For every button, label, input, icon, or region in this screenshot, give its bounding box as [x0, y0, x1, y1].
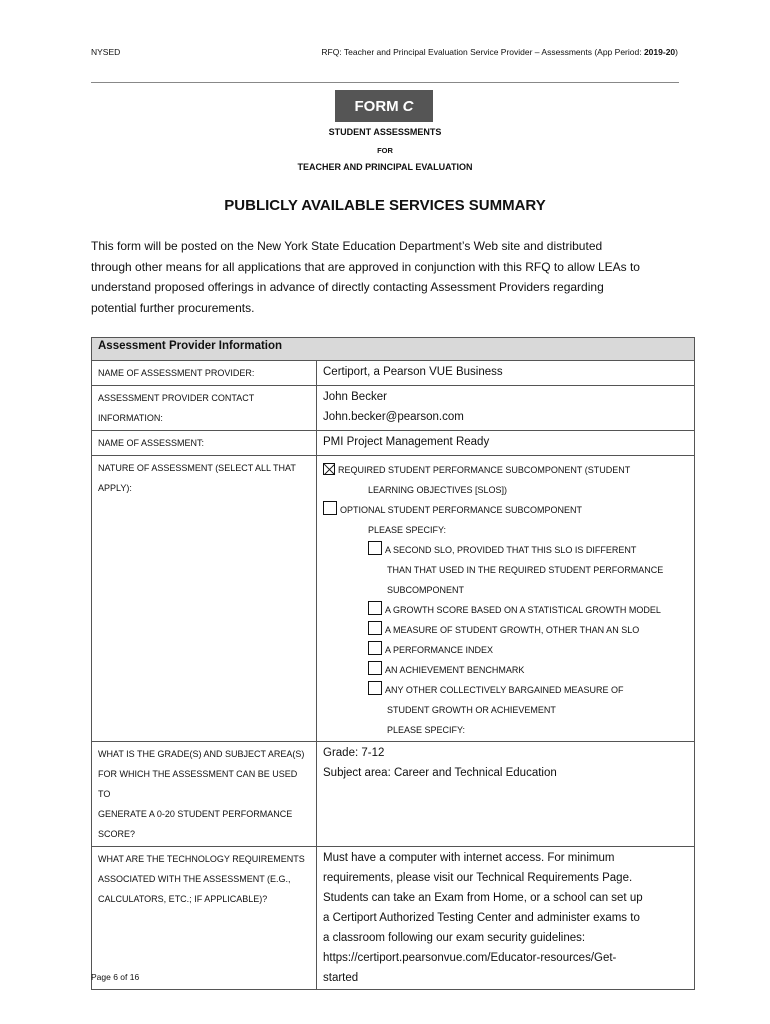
checkbox-performance-index[interactable]: [368, 641, 382, 655]
option-growth-measure: [323, 620, 688, 640]
table-row: [92, 431, 694, 456]
option-growth-score-text: A GROWTH SCORE BASED ON A STATISTICAL GROWTH MODEL: [385, 605, 661, 615]
contact-label-line: ASSESSMENT PROVIDER CONTACT: [98, 393, 255, 403]
please-specify-label-2: PLEASE SPECIFY:: [387, 725, 466, 735]
option-other-measure: [323, 680, 688, 700]
header-rfq-text: RFQ: Teacher and Principal Evaluation Service Provider – Assessments (App Period:: [321, 47, 644, 57]
table-row: [92, 386, 694, 431]
form-letter: C: [402, 97, 414, 115]
table-heading: Assessment Provider Information: [92, 338, 694, 361]
table-row: [92, 456, 694, 742]
tech-line: a Certiport Authorized Testing Center and administer exams to: [323, 912, 640, 924]
header-org: NYSED: [91, 47, 121, 57]
option-other-measure-cont: STUDENT GROWTH OR ACHIEVEMENT: [387, 705, 556, 715]
grade-label: [92, 742, 317, 846]
assessment-name-value: PMI Project Management Ready: [323, 436, 490, 448]
checkbox-growth-score[interactable]: [368, 601, 382, 615]
tech-label-line: CALCULATORS, ETC.; IF APPLICABLE)?: [98, 894, 268, 904]
checkbox-achievement-benchmark[interactable]: [368, 661, 382, 675]
tech-line: a classroom following our exam security guidelines:: [323, 932, 586, 944]
header-rfq: [321, 47, 678, 57]
intro-line: This form will be posted on the New York State Education Department’s Web site and distributed: [91, 239, 603, 253]
form-badge: [335, 90, 433, 122]
subtitle-for: FOR: [377, 146, 393, 155]
grade-label-line: WHAT IS THE GRADE(S) AND SUBJECT AREA(S): [98, 749, 305, 759]
grade-label-line: SCORE?: [98, 829, 136, 839]
option-growth-measure-text: A MEASURE OF STUDENT GROWTH, OTHER THAN AN SLO: [385, 625, 640, 635]
intro-line: through other means for all applications that are approved in conjunction with this RFQ to allow LEAs to: [91, 259, 640, 274]
grade-label-line: GENERATE A 0-20 STUDENT PERFORMANCE: [98, 809, 293, 819]
grade-label-line: FOR WHICH THE ASSESSMENT CAN BE USED TO: [98, 769, 298, 799]
tech-line: requirements, please visit our Technical Requirements Page.: [323, 872, 633, 884]
intro-line: understand proposed offerings in advance of directly contacting Assessment Providers regarding: [91, 280, 604, 294]
table-row: [92, 742, 694, 847]
option-second-slo-cont: THAN THAT USED IN THE REQUIRED STUDENT PERFORMANCE: [387, 565, 664, 575]
intro-line: potential further procurements.: [91, 300, 255, 315]
contact-email: John.becker@pearson.com: [323, 411, 464, 423]
option-performance-index-text: A PERFORMANCE INDEX: [385, 645, 494, 655]
option-achievement-benchmark-text: AN ACHIEVEMENT BENCHMARK: [385, 665, 525, 675]
checkbox-required-subcomponent[interactable]: [323, 463, 335, 475]
table-row: [92, 361, 694, 386]
checkbox-growth-measure[interactable]: [368, 621, 382, 635]
checkbox-other-measure[interactable]: [368, 681, 382, 695]
grade-text: Grade: 7-12: [323, 747, 385, 759]
form-label: FORM: [354, 97, 399, 115]
checkbox-optional-subcomponent[interactable]: [323, 501, 337, 515]
assessment-name-label: NAME OF ASSESSMENT:: [92, 431, 317, 455]
tech-label-line: ASSOCIATED WITH THE ASSESSMENT (E.G.,: [98, 874, 291, 884]
header-period: 2019-20: [643, 47, 676, 57]
nature-options: [317, 456, 694, 741]
option-second-slo-cont: SUBCOMPONENT: [387, 585, 465, 595]
tech-label: [92, 847, 317, 989]
checkbox-second-slo[interactable]: [368, 541, 382, 555]
option-other-measure-text: ANY OTHER COLLECTIVELY BARGAINED MEASURE OF: [385, 685, 624, 695]
grade-value: [317, 742, 694, 846]
page-number: Page 6 of 16: [91, 972, 140, 982]
subtitle-student-assessments: STUDENT ASSESSMENTS: [328, 127, 442, 137]
contact-label-line: INFORMATION:: [98, 413, 163, 423]
option-required: [323, 460, 688, 480]
contact-value: [317, 386, 694, 430]
tech-line: Students can take an Exam from Home, or a school can set up: [323, 892, 643, 904]
option-optional: [323, 500, 688, 520]
tech-value: [317, 847, 694, 989]
contact-label: [92, 386, 317, 430]
header-rfq-close: ): [675, 47, 678, 57]
nature-label-line: NATURE OF ASSESSMENT (SELECT ALL THAT: [98, 463, 296, 473]
tech-line: https://certiport.pearsonvue.com/Educator-resources/Get-: [323, 952, 617, 964]
contact-name: John Becker: [323, 391, 387, 403]
please-specify-label: PLEASE SPECIFY:: [368, 525, 447, 535]
provider-info-table: [91, 337, 695, 990]
subject-text: Subject area: Career and Technical Education: [323, 767, 557, 779]
option-required-text: REQUIRED STUDENT PERFORMANCE SUBCOMPONENT (STUDENT: [338, 465, 631, 475]
tech-label-line: WHAT ARE THE TECHNOLOGY REQUIREMENTS: [98, 854, 305, 864]
table-row: [92, 847, 694, 989]
option-achievement-benchmark: [323, 660, 688, 680]
tech-line: Must have a computer with internet access. For minimum: [323, 852, 615, 864]
option-second-slo: [323, 540, 688, 560]
provider-name-label: NAME OF ASSESSMENT PROVIDER:: [92, 361, 317, 385]
provider-name-value: Certiport, a Pearson VUE Business: [323, 366, 503, 378]
nature-label-line: APPLY):: [98, 483, 132, 493]
option-second-slo-text: A SECOND SLO, PROVIDED THAT THIS SLO IS DIFFERENT: [385, 545, 637, 555]
header-divider: [91, 82, 679, 83]
option-growth-score: [323, 600, 688, 620]
nature-label: [92, 456, 317, 741]
intro-paragraph: [91, 236, 691, 318]
option-optional-text: OPTIONAL STUDENT PERFORMANCE SUBCOMPONENT: [340, 505, 583, 515]
option-required-cont: LEARNING OBJECTIVES [SLOS]): [368, 485, 508, 495]
page-title: PUBLICLY AVAILABLE SERVICES SUMMARY: [224, 197, 546, 214]
option-performance-index: [323, 640, 688, 660]
tech-line: started: [323, 972, 359, 984]
subtitle-teacher-principal-evaluation: TEACHER AND PRINCIPAL EVALUATION: [297, 162, 473, 172]
